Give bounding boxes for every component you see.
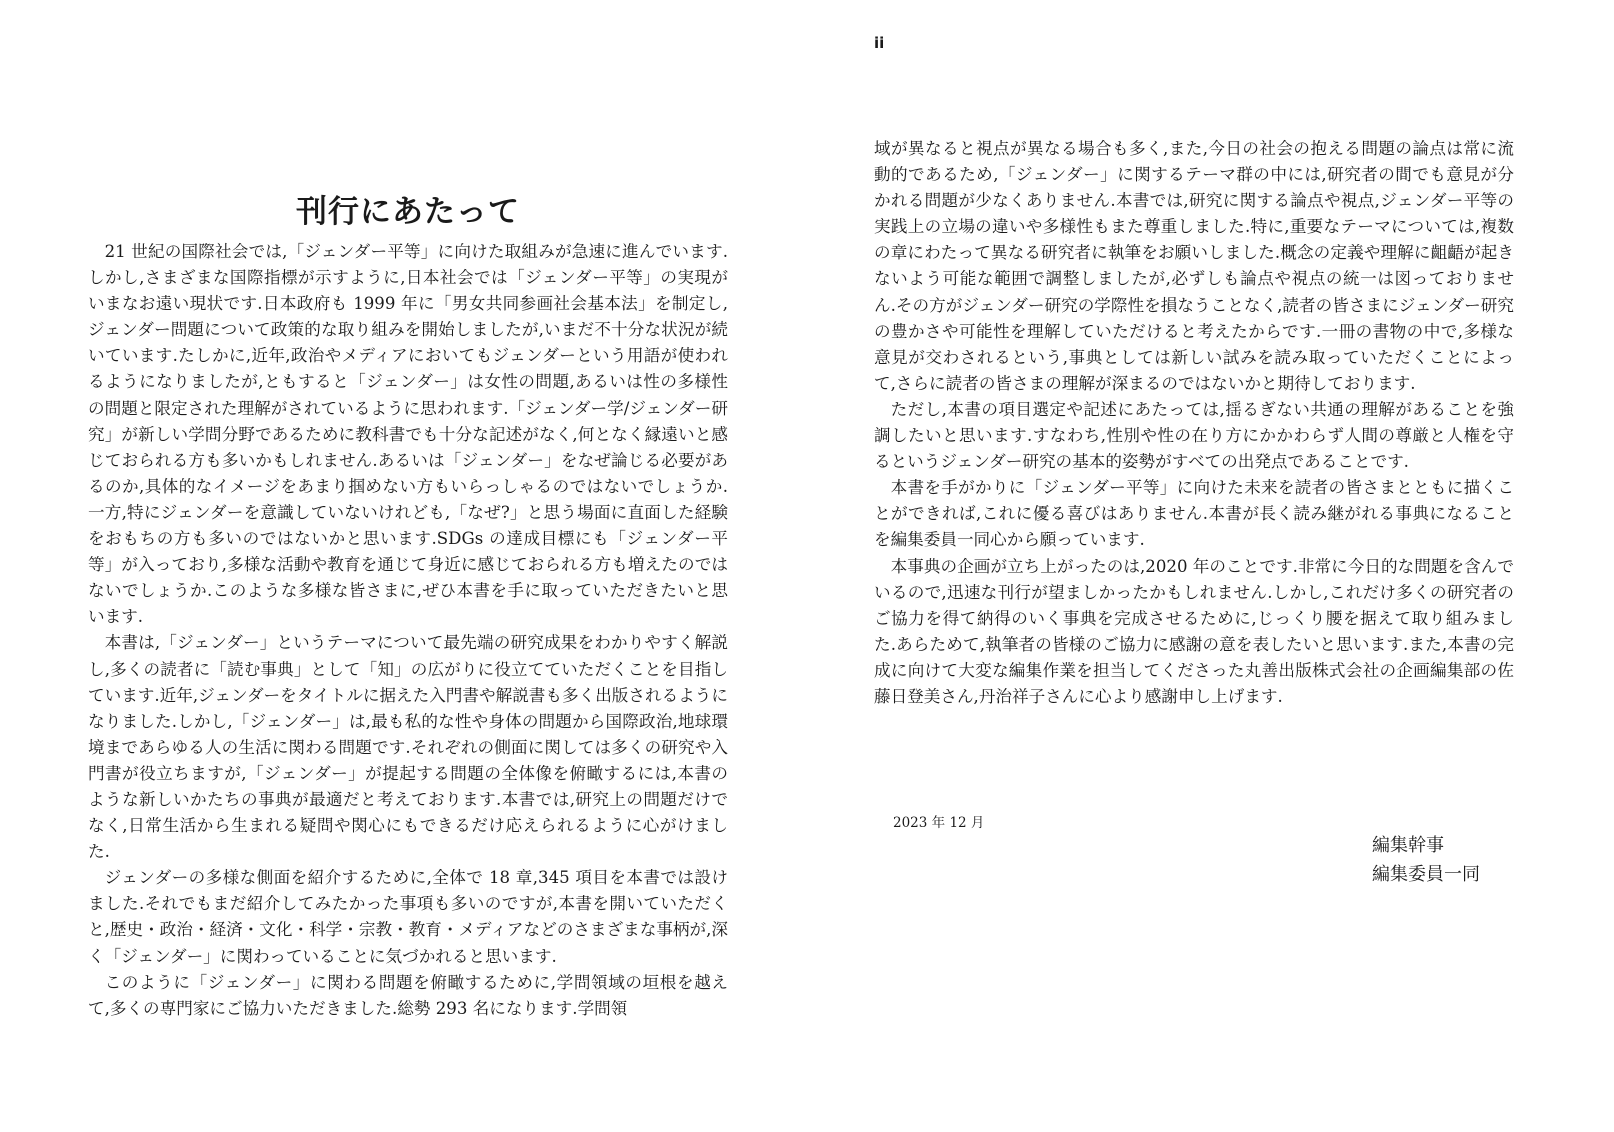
signature-block (1372, 831, 1480, 889)
paragraph-contributors-continued: 域が異なると視点が異なる場合も多く,また,今日の社会の抱える問題の論点は常に流動的であるため,「ジェンダー」に関するテーマ群の中には,研究者の間でも意見が分かれる問題が少なくありません.本書では,研究に関する論点や視点,ジェンダー平等の実践上の立場の違いや多様性もまた尊重しました.特に,重要なテーマについては,複数の章にわたって異なる研究者に執筆をお願いしました.概念の定義や理解に齟齬が起きないよう可能な範囲で調整しましたが,必ずしも論点や視点の統一は図っておりません.その方がジェンダー研究の学際性を損なうことなく,読者の皆さまにジェンダー研究の豊かさや可能性を理解していただけると考えたからです.一冊の書物の中で,多様な意見が交わされるという,事典としては新しい試みを読み取っていただくことによって,さらに読者の皆さまの理解が深まるのではないかと期待しております. (874, 139, 1514, 393)
paragraph-principles: ただし,本書の項目選定や記述にあたっては,揺るぎない共通の理解があることを強調したいと思います.すなわち,性別や性の在り方にかかわらず人間の尊厳と人権を守るというジェンダー研究の基本的姿勢がすべての出発点であることです. (874, 399, 1514, 472)
paragraph-structure: ジェンダーの多様な側面を紹介するために,全体で 18 章,345 項目を本書では設けました.それでもまだ紹介してみたかった事項も多いのですが,本書を開いていただくと,歴史・政治・経済・文化・科学・宗教・教育・メディアなどのさまざまな事柄が,深く「ジェンダー」に関わっていることに気づかれると思います. (88, 868, 728, 966)
paragraph-purpose: 本書は,「ジェンダー」というテーマについて最先端の研究成果をわかりやすく解説し,多くの読者に「読む事典」として「知」の広がりに役立てていただくことを目指しています.近年,ジェンダーをタイトルに据えた入門書や解説書も多く出版されるようになりました.しかし,「ジェンダー」は,最も私的な性や身体の問題から国際政治,地球環境まであらゆる人の生活に関わる問題です.それぞれの側面に関しては多くの研究や入門書が役立ちますが,「ジェンダー」が提起する問題の全体像を俯瞰するには,本書のような新しいかたちの事典が最適だと考えております.本書では,研究上の問題だけでなく,日常生活から生まれる疑問や関心にもできるだけ応えられるように心がけました. (88, 633, 728, 862)
paragraph-hope: 本書を手がかりに「ジェンダー平等」に向けた未来を読者の皆さまとともに描くことができれば,これに優る喜びはありません.本書が長く読み継がれる事典になることを編集委員一同心から願っています. (874, 478, 1514, 550)
right-text-column (874, 136, 1514, 710)
paragraph-intro: 21 世紀の国際社会では,「ジェンダー平等」に向けた取組みが急速に進んでいます.しかし,さまざまな国際指標が示すように,日本社会では「ジェンダー平等」の実現がいまなお遠い現状です.日本政府も 1999 年に「男女共同参画社会基本法」を制定し,ジェンダー問題について政策的な取り組みを開始しましたが,いまだ不十分な状況が続いています.たしかに,近年,政治やメディアにおいてもジェンダーという用語が使われるようになりましたが,ともすると「ジェンダー」は女性の問題,あるいは性の多様性の問題と限定された理解がされているように思われます.「ジェンダー学/ジェンダー研究」が新しい学問分野であるために教科書でも十分な記述がなく,何となく縁遠いと感じておられる方も多いかもしれません.あるいは「ジェンダー」をなぜ論じる必要があるのか,具体的なイメージをあまり掴めない方もいらっしゃるのではないでしょうか.一方,特にジェンダーを意識していないけれども,「なぜ?」と思う場面に直面した経験をおもちの方も多いのではないかと思います.SDGs の達成目標にも「ジェンダー平等」が入っており,多様な活動や教育を通じて身近に感じておられる方も増えたのではないでしょうか.このような多様な皆さまに,ぜひ本書を手に取っていただきたいと思います. (88, 242, 728, 627)
signature-editor-in-chief: 編集幹事 (1372, 835, 1444, 856)
publication-date: 2023 年 12 月 (893, 815, 985, 831)
signature-editorial-committee: 編集委員一同 (1372, 864, 1480, 885)
page-number: ii (874, 34, 885, 52)
paragraph-contributors: このように「ジェンダー」に関わる問題を俯瞰するために,学問領域の垣根を越えて,多くの専門家にご協力いただきました.総勢 293 名になります.学問領 (88, 972, 728, 1018)
left-text-column (88, 239, 728, 1022)
page-title: 刊行にあたって (296, 193, 520, 230)
paragraph-acknowledgments: 本事典の企画が立ち上がったのは,2020 年のことです.非常に今日的な問題を含んでいるので,迅速な刊行が望ましかったかもしれません.しかし,これだけ多くの研究者のご協力を得て納得のいく事典を完成させるために,じっくり腰を据えて取り組みました.あらためて,執筆者の皆様のご協力に感謝の意を表したいと思います.また,本書の完成に向けて大変な編集作業を担当してくださった丸善出版株式会社の企画編集部の佐藤日登美さん,丹治祥子さんに心より感謝申し上げます. (874, 556, 1514, 706)
